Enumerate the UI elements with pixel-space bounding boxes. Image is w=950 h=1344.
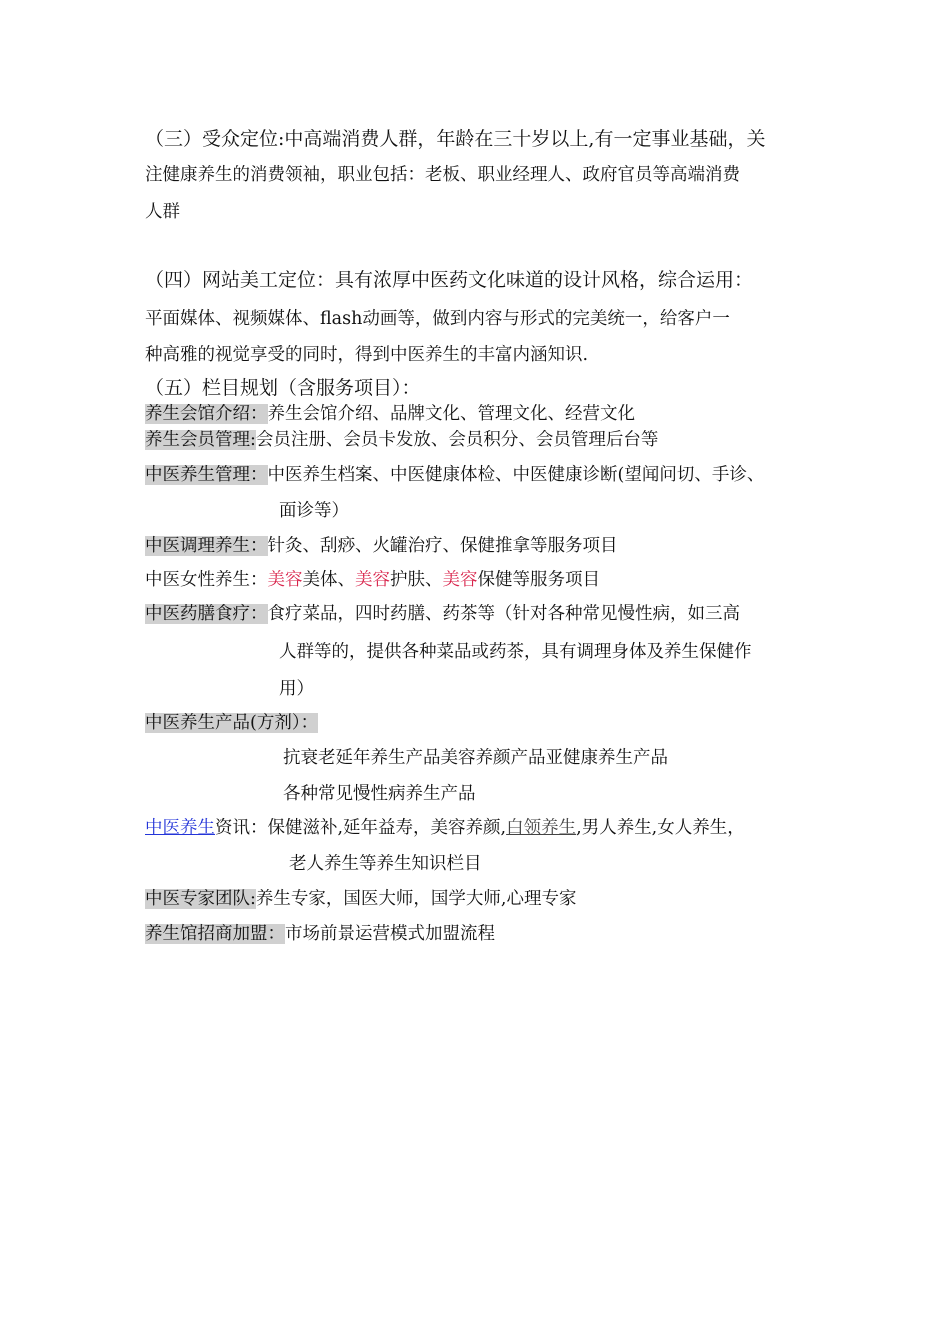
item-text: 中医养生档案、中医健康体检、中医健康诊断(望闻问切、手诊、 [267, 465, 765, 485]
item-text: 护肤、 [390, 570, 443, 590]
item-label: 养生会馆介绍： [145, 404, 268, 424]
item-tcm-news [145, 816, 745, 840]
item-label: 养生会员管理: [145, 430, 256, 450]
section4-line1: （四）网站美工定位：具有浓厚中医药文化味道的设计风格，综合运用： [145, 269, 754, 291]
item-medicinal-diet-cont1: 人群等的，提供各种菜品或药茶，具有调理身体及养生保健作 [279, 642, 752, 662]
item-label: 中医药膳食疗： [145, 604, 268, 624]
item-text: 会员注册、会员卡发放、会员积分、会员管理后台等 [255, 430, 659, 450]
item-text: 养生会馆介绍、品牌文化、管理文化、经营文化 [267, 404, 635, 424]
item-tcm-health-management [145, 463, 764, 487]
item-franchise [145, 922, 495, 946]
item-tcm-news-cont: 老人养生等养生知识栏目 [289, 854, 482, 874]
item-medicinal-diet-cont2: 用） [279, 679, 314, 699]
item-text: 美体、 [302, 570, 355, 590]
section3-line2: 注健康养生的消费领袖，职业包括：老板、职业经理人、政府官员等高端消费 [145, 165, 740, 185]
item-text: 养生专家，国医大师，国学大师,心理专家 [255, 889, 577, 909]
tcm-health-link[interactable]: 中医养生 [145, 818, 215, 838]
item-text: 保健等服务项目 [477, 570, 600, 590]
item-label: 养生馆招商加盟： [145, 924, 285, 944]
section4-line2: 平面媒体、视频媒体、flash动画等，做到内容与形式的完美统一，给客户一 [145, 309, 730, 329]
section4-line3: 种高雅的视觉享受的同时，得到中医养生的丰富内涵知识. [145, 345, 589, 365]
item-tcm-products-line2: 各种常见慢性病养生产品 [283, 784, 476, 804]
item-expert-team [145, 887, 576, 911]
item-tcm-products [145, 711, 318, 735]
item-tcm-conditioning [145, 534, 618, 558]
item-text: 资讯：保健滋补,延年益寿，美容养颜, [215, 818, 507, 838]
highlight-word: 美容 [442, 570, 478, 590]
item-tcm-products-line1: 抗衰老延年养生产品美容养颜产品亚健康养生产品 [283, 748, 668, 768]
item-label: 中医专家团队: [145, 889, 256, 909]
item-hall-intro [145, 402, 635, 426]
item-label: 中医女性养生： [145, 570, 268, 590]
item-text: 食疗菜品，四时药膳、药茶等（针对各种常见慢性病，如三高 [267, 604, 740, 624]
item-label: 中医养生产品(方剂）： [145, 713, 319, 733]
white-collar-health-link[interactable]: 白领养生 [506, 818, 577, 838]
item-medicinal-diet [145, 602, 740, 626]
item-label: 中医调理养生： [145, 536, 268, 556]
section3-line3: 人群 [145, 202, 180, 222]
item-female-health [145, 568, 600, 592]
item-text: ,男人养生,女人养生， [576, 818, 745, 838]
highlight-word: 美容 [267, 570, 303, 590]
section3-line1: （三）受众定位:中高端消费人群，年龄在三十岁以上,有一定事业基础，关 [145, 128, 766, 150]
highlight-word: 美容 [355, 570, 390, 590]
section5-title: （五）栏目规划（含服务项目）： [145, 377, 421, 399]
item-label: 中医养生管理： [145, 465, 268, 485]
item-text: 市场前景运营模式加盟流程 [285, 924, 495, 944]
item-tcm-health-management-cont: 面诊等） [279, 501, 349, 521]
item-member-management [145, 428, 658, 452]
item-text: 针灸、刮痧、火罐治疗、保健推拿等服务项目 [267, 536, 618, 556]
